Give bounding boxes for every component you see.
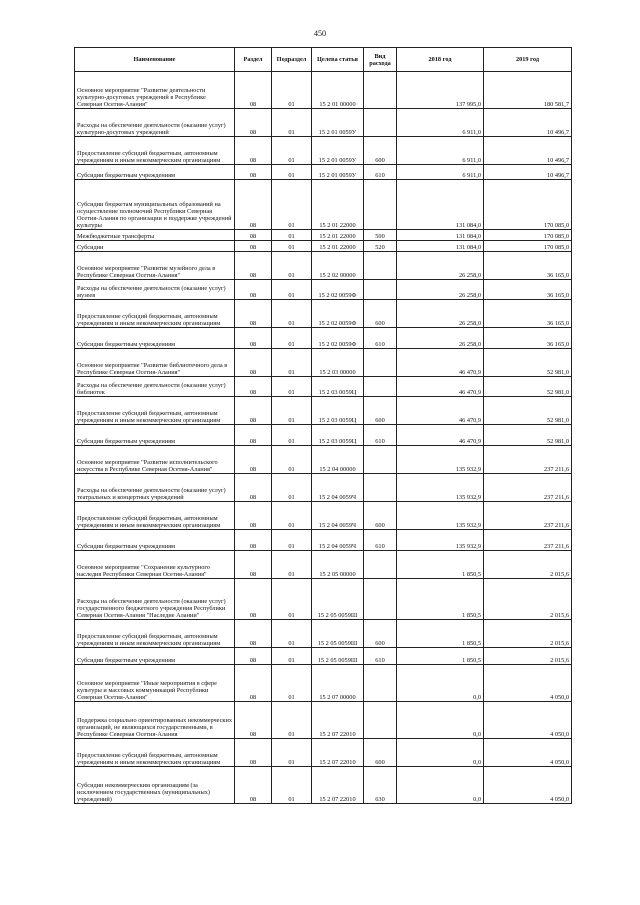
row-name: Субсидии бюджетным учреждениям	[75, 530, 235, 551]
row-podrazdel: 01	[272, 300, 312, 328]
table-row	[75, 474, 572, 502]
row-amount-2019: 170 085,0	[484, 230, 572, 241]
row-name: Субсидии	[75, 241, 235, 252]
row-amount-2019: 36 165,0	[484, 280, 572, 300]
row-amount-2018: 131 084,0	[397, 241, 484, 252]
row-target-article: 15 2 07 22010	[312, 702, 364, 739]
header-razdel: Раздел	[235, 48, 272, 72]
row-razdel: 08	[235, 648, 272, 665]
row-podrazdel: 01	[272, 328, 312, 349]
row-amount-2018: 6 911,0	[397, 137, 484, 165]
row-expense-type	[364, 551, 397, 579]
table-row	[75, 767, 572, 804]
row-podrazdel: 01	[272, 252, 312, 280]
header-name: Наименование	[75, 48, 235, 72]
row-expense-type	[364, 474, 397, 502]
row-razdel: 08	[235, 230, 272, 241]
row-amount-2019: 237 211,6	[484, 474, 572, 502]
table-row	[75, 530, 572, 551]
row-target-article: 15 2 01 0059У	[312, 137, 364, 165]
header-expense-type: Вид расхода	[364, 48, 397, 72]
row-amount-2018: 135 932,9	[397, 474, 484, 502]
row-podrazdel: 01	[272, 230, 312, 241]
table-row	[75, 502, 572, 530]
row-amount-2018: 46 470,9	[397, 397, 484, 425]
row-amount-2018: 26 258,0	[397, 300, 484, 328]
row-amount-2019: 36 165,0	[484, 328, 572, 349]
row-target-article: 15 2 07 22010	[312, 739, 364, 767]
row-podrazdel: 01	[272, 241, 312, 252]
row-name: Субсидии бюджетам муниципальных образований на осуществление полномочий Республики Северная Осетия-Алания по организации и поддержке учреждений культуры	[75, 180, 235, 230]
row-expense-type: 600	[364, 502, 397, 530]
row-amount-2019: 36 165,0	[484, 300, 572, 328]
row-podrazdel: 01	[272, 739, 312, 767]
row-amount-2019: 170 085,0	[484, 180, 572, 230]
row-amount-2018: 0,0	[397, 702, 484, 739]
row-name: Поддержка социально ориентированных некоммерческих организаций, не являющихся государственными, в Республике Северная Осетия-Алания	[75, 702, 235, 739]
row-name: Субсидии бюджетным учреждениям	[75, 648, 235, 665]
row-amount-2018: 1 850,5	[397, 648, 484, 665]
row-razdel: 08	[235, 474, 272, 502]
row-name: Субсидии бюджетным учреждениям	[75, 165, 235, 180]
row-expense-type: 600	[364, 397, 397, 425]
row-amount-2019: 10 496,7	[484, 109, 572, 137]
table-row	[75, 579, 572, 620]
row-name: Субсидии некоммерческим организациям (за исключением государственных (муниципальных) учреждений)	[75, 767, 235, 804]
row-razdel: 08	[235, 425, 272, 446]
row-razdel: 08	[235, 665, 272, 702]
row-razdel: 08	[235, 530, 272, 551]
row-razdel: 08	[235, 446, 272, 474]
row-name: Основное мероприятие "Развитие библиотечного дела в Республике Северная Осетия-Алания"	[75, 349, 235, 377]
row-expense-type	[364, 72, 397, 109]
row-razdel: 08	[235, 502, 272, 530]
row-target-article: 15 2 01 0059У	[312, 165, 364, 180]
row-expense-type: 630	[364, 767, 397, 804]
row-target-article: 15 2 04 0059Ч	[312, 502, 364, 530]
row-amount-2019: 170 085,0	[484, 241, 572, 252]
row-amount-2019: 52 981,0	[484, 377, 572, 397]
row-expense-type	[364, 446, 397, 474]
row-podrazdel: 01	[272, 579, 312, 620]
row-name: Предоставление субсидий бюджетным, автономным учреждениям и иным некоммерческим организациям	[75, 502, 235, 530]
row-razdel: 08	[235, 241, 272, 252]
row-podrazdel: 01	[272, 551, 312, 579]
row-amount-2019: 10 496,7	[484, 137, 572, 165]
table-row	[75, 241, 572, 252]
row-podrazdel: 01	[272, 397, 312, 425]
row-podrazdel: 01	[272, 446, 312, 474]
row-target-article: 15 2 01 0059У	[312, 109, 364, 137]
row-expense-type: 520	[364, 241, 397, 252]
row-razdel: 08	[235, 300, 272, 328]
table-row	[75, 300, 572, 328]
header-podrazdel: Подраздел	[272, 48, 312, 72]
row-amount-2018: 0,0	[397, 665, 484, 702]
row-target-article: 15 2 05 0059Ш	[312, 620, 364, 648]
row-target-article: 15 2 01 00000	[312, 72, 364, 109]
row-expense-type	[364, 377, 397, 397]
row-amount-2018: 26 258,0	[397, 280, 484, 300]
row-podrazdel: 01	[272, 137, 312, 165]
row-expense-type: 610	[364, 530, 397, 551]
row-name: Предоставление субсидий бюджетным, автономным учреждениям и иным некоммерческим организациям	[75, 739, 235, 767]
table-row	[75, 446, 572, 474]
row-target-article: 15 2 04 0059Ч	[312, 474, 364, 502]
row-name: Основное мероприятие "Иные мероприятия в сфере культуры и массовых коммуникаций Республики Северная Осетия-Алания"	[75, 665, 235, 702]
row-razdel: 08	[235, 137, 272, 165]
row-amount-2019: 52 981,0	[484, 425, 572, 446]
row-target-article: 15 2 03 00000	[312, 349, 364, 377]
row-podrazdel: 01	[272, 620, 312, 648]
row-name: Межбюджетные трансферты	[75, 230, 235, 241]
row-name: Предоставление субсидий бюджетным, автономным учреждениям и иным некоммерческим организациям	[75, 397, 235, 425]
row-amount-2018: 46 470,9	[397, 425, 484, 446]
row-amount-2019: 4 050,0	[484, 702, 572, 739]
row-target-article: 15 2 02 0059Ф	[312, 300, 364, 328]
row-expense-type	[364, 579, 397, 620]
row-podrazdel: 01	[272, 349, 312, 377]
row-expense-type: 600	[364, 739, 397, 767]
row-amount-2018: 137 995,0	[397, 72, 484, 109]
row-amount-2019: 4 050,0	[484, 767, 572, 804]
row-podrazdel: 01	[272, 665, 312, 702]
row-amount-2018: 1 850,5	[397, 620, 484, 648]
table-row	[75, 551, 572, 579]
row-expense-type	[364, 665, 397, 702]
row-name: Основное мероприятие "Развитие музейного дела в Республике Северная Осетия-Алания"	[75, 252, 235, 280]
row-podrazdel: 01	[272, 648, 312, 665]
row-expense-type	[364, 280, 397, 300]
row-expense-type: 500	[364, 230, 397, 241]
row-target-article: 15 2 01 22000	[312, 180, 364, 230]
row-amount-2019: 36 165,0	[484, 252, 572, 280]
row-podrazdel: 01	[272, 165, 312, 180]
row-target-article: 15 2 03 0059Ц	[312, 377, 364, 397]
row-amount-2018: 135 932,9	[397, 502, 484, 530]
row-expense-type	[364, 702, 397, 739]
row-amount-2018: 135 932,9	[397, 446, 484, 474]
row-expense-type: 600	[364, 620, 397, 648]
row-amount-2019: 2 015,6	[484, 579, 572, 620]
table-row	[75, 349, 572, 377]
row-amount-2018: 46 470,9	[397, 349, 484, 377]
row-expense-type: 610	[364, 165, 397, 180]
row-podrazdel: 01	[272, 767, 312, 804]
row-target-article: 15 2 05 0059Ш	[312, 648, 364, 665]
row-amount-2018: 26 258,0	[397, 328, 484, 349]
row-name: Расходы на обеспечение деятельности (оказание услуг) библиотек	[75, 377, 235, 397]
row-amount-2018: 0,0	[397, 739, 484, 767]
budget-table	[74, 47, 572, 804]
table-row	[75, 252, 572, 280]
row-podrazdel: 01	[272, 530, 312, 551]
table-row	[75, 165, 572, 180]
table-row	[75, 665, 572, 702]
row-razdel: 08	[235, 579, 272, 620]
row-name: Субсидии бюджетным учреждениям	[75, 425, 235, 446]
row-name: Основное мероприятие "Сохранение культурного наследия Республики Северная Осетия-Алания"	[75, 551, 235, 579]
row-amount-2018: 6 911,0	[397, 165, 484, 180]
row-amount-2018: 131 084,0	[397, 180, 484, 230]
row-name: Субсидии бюджетным учреждениям	[75, 328, 235, 349]
row-target-article: 15 2 01 22000	[312, 241, 364, 252]
table-header-row	[75, 48, 572, 72]
table-row	[75, 702, 572, 739]
table-row	[75, 739, 572, 767]
table-row	[75, 109, 572, 137]
row-razdel: 08	[235, 165, 272, 180]
row-target-article: 15 2 04 0059Ч	[312, 530, 364, 551]
table-row	[75, 280, 572, 300]
row-target-article: 15 2 04 00000	[312, 446, 364, 474]
row-target-article: 15 2 02 0059Ф	[312, 328, 364, 349]
row-expense-type	[364, 109, 397, 137]
row-name: Основное мероприятие "Развитие исполнительского искусства в Республике Северная Осетия-Алания"	[75, 446, 235, 474]
row-amount-2018: 1 850,5	[397, 579, 484, 620]
row-amount-2018: 46 470,9	[397, 377, 484, 397]
row-target-article: 15 2 03 0059Ц	[312, 425, 364, 446]
row-razdel: 08	[235, 328, 272, 349]
row-amount-2019: 180 581,7	[484, 72, 572, 109]
row-expense-type	[364, 252, 397, 280]
row-podrazdel: 01	[272, 502, 312, 530]
header-year-2018: 2018 год	[397, 48, 484, 72]
row-expense-type	[364, 180, 397, 230]
table-row	[75, 180, 572, 230]
row-amount-2019: 2 015,6	[484, 648, 572, 665]
row-amount-2019: 237 211,6	[484, 502, 572, 530]
row-name: Предоставление субсидий бюджетным, автономным учреждениям и иным некоммерческим организациям	[75, 300, 235, 328]
table-row	[75, 137, 572, 165]
row-expense-type	[364, 349, 397, 377]
table-row	[75, 328, 572, 349]
row-expense-type: 610	[364, 328, 397, 349]
row-amount-2018: 131 084,0	[397, 230, 484, 241]
row-expense-type: 610	[364, 425, 397, 446]
table-row	[75, 620, 572, 648]
row-target-article: 15 2 01 22000	[312, 230, 364, 241]
row-amount-2019: 2 015,6	[484, 551, 572, 579]
row-target-article: 15 2 02 00000	[312, 252, 364, 280]
row-target-article: 15 2 05 00000	[312, 551, 364, 579]
row-podrazdel: 01	[272, 109, 312, 137]
row-expense-type: 600	[364, 137, 397, 165]
row-razdel: 08	[235, 620, 272, 648]
table-row	[75, 397, 572, 425]
table-row	[75, 72, 572, 109]
row-amount-2018: 135 932,9	[397, 530, 484, 551]
row-podrazdel: 01	[272, 702, 312, 739]
row-expense-type: 610	[364, 648, 397, 665]
row-amount-2019: 237 211,6	[484, 446, 572, 474]
row-name: Предоставление субсидий бюджетным, автономным учреждениям и иным некоммерческим организациям	[75, 137, 235, 165]
row-name: Расходы на обеспечение деятельности (оказание услуг) государственного бюджетного учреждения Республики Северная Осетия-Алания "Наследие Алании"	[75, 579, 235, 620]
row-razdel: 08	[235, 349, 272, 377]
row-razdel: 08	[235, 72, 272, 109]
row-razdel: 08	[235, 739, 272, 767]
row-razdel: 08	[235, 551, 272, 579]
table-body	[75, 72, 572, 804]
row-name: Предоставление субсидий бюджетным, автономным учреждениям и иным некоммерческим организациям	[75, 620, 235, 648]
row-amount-2019: 4 050,0	[484, 739, 572, 767]
table-row	[75, 425, 572, 446]
row-razdel: 08	[235, 180, 272, 230]
header-year-2019: 2019 год	[484, 48, 572, 72]
row-target-article: 15 2 07 00000	[312, 665, 364, 702]
row-amount-2019: 4 050,0	[484, 665, 572, 702]
row-amount-2018: 26 258,0	[397, 252, 484, 280]
row-amount-2019: 52 981,0	[484, 349, 572, 377]
row-razdel: 08	[235, 702, 272, 739]
row-target-article: 15 2 07 22010	[312, 767, 364, 804]
table-row	[75, 377, 572, 397]
row-amount-2018: 1 850,5	[397, 551, 484, 579]
row-podrazdel: 01	[272, 377, 312, 397]
row-name: Расходы на обеспечение деятельности (оказание услуг) культурно-досуговых учреждений	[75, 109, 235, 137]
row-podrazdel: 01	[272, 280, 312, 300]
row-amount-2019: 52 981,0	[484, 397, 572, 425]
row-amount-2019: 237 211,6	[484, 530, 572, 551]
row-razdel: 08	[235, 397, 272, 425]
row-amount-2018: 6 911,0	[397, 109, 484, 137]
row-target-article: 15 2 03 0059Ц	[312, 397, 364, 425]
row-razdel: 08	[235, 252, 272, 280]
table-row	[75, 648, 572, 665]
row-amount-2019: 10 496,7	[484, 165, 572, 180]
row-podrazdel: 01	[272, 425, 312, 446]
row-target-article: 15 2 02 0059Ф	[312, 280, 364, 300]
row-name: Основное мероприятие "Развитие деятельности культурно-досуговых учреждений в Республике Северная Осетия-Алания"	[75, 72, 235, 109]
header-target-article: Целева статья	[312, 48, 364, 72]
row-podrazdel: 01	[272, 180, 312, 230]
row-target-article: 15 2 05 0059Ш	[312, 579, 364, 620]
row-podrazdel: 01	[272, 474, 312, 502]
row-amount-2018: 0,0	[397, 767, 484, 804]
row-razdel: 08	[235, 280, 272, 300]
row-expense-type: 600	[364, 300, 397, 328]
row-amount-2019: 2 015,6	[484, 620, 572, 648]
row-razdel: 08	[235, 767, 272, 804]
page-number: 450	[314, 29, 326, 38]
row-podrazdel: 01	[272, 72, 312, 109]
row-name: Расходы на обеспечение деятельности (оказание услуг) театральных и концертных учреждений	[75, 474, 235, 502]
row-razdel: 08	[235, 109, 272, 137]
table-row	[75, 230, 572, 241]
row-razdel: 08	[235, 377, 272, 397]
row-name: Расходы на обеспечение деятельности (оказание услуг) музеев	[75, 280, 235, 300]
